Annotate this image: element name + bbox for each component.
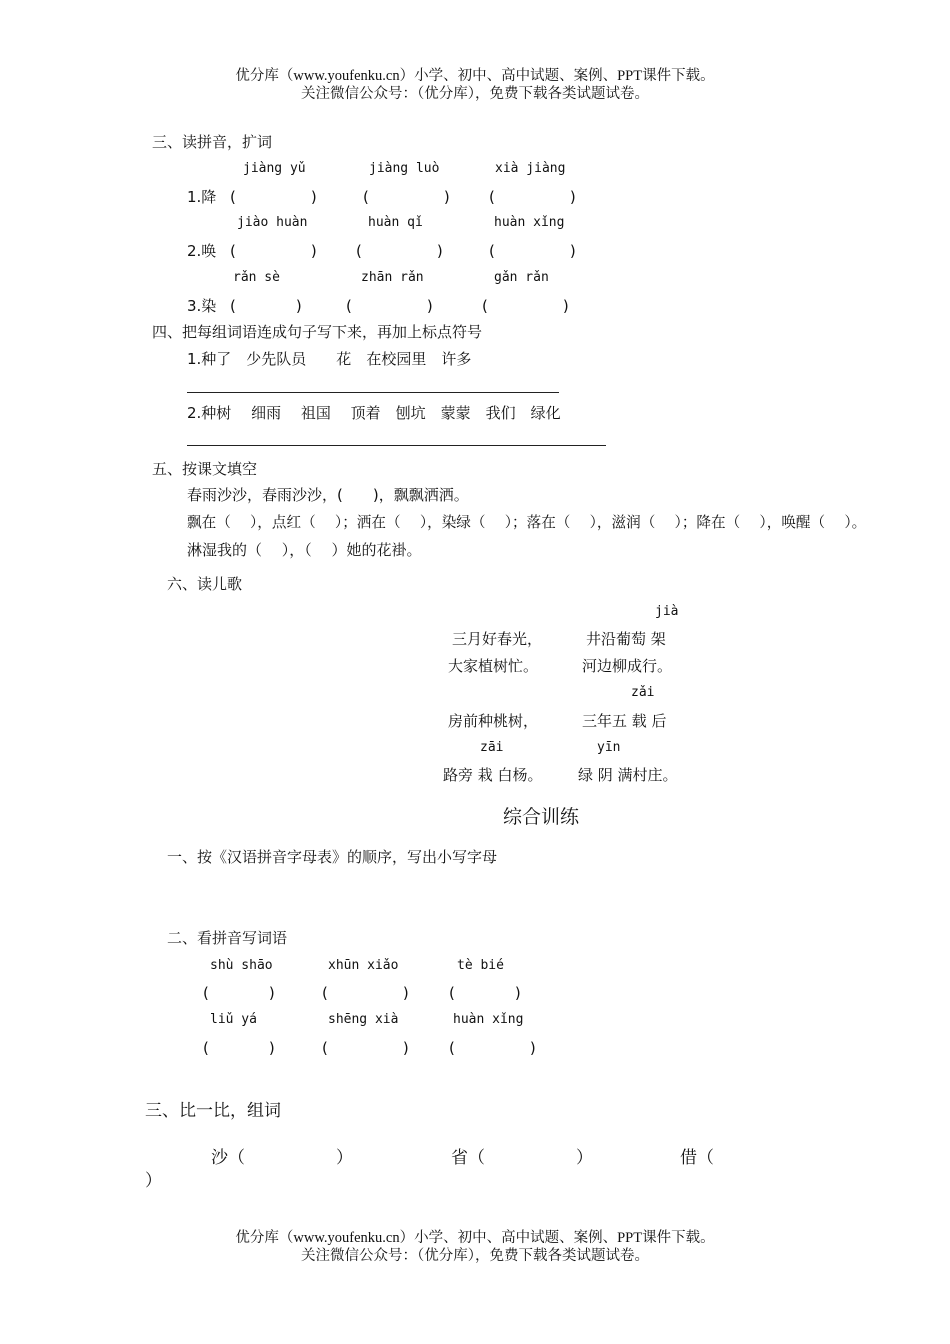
pinyin: xhūn xiǎo — [328, 958, 399, 973]
row-label: 1.降 — [187, 188, 217, 206]
pinyin: xià jiàng — [495, 161, 566, 176]
training-q3-title: 三、比一比，组词 — [145, 1101, 281, 1120]
compare-close: ） — [145, 1171, 162, 1190]
answer-blank[interactable]: ( ) — [346, 297, 433, 315]
compare-item: 省（ — [451, 1148, 485, 1167]
pinyin: jiàng yǔ — [243, 161, 306, 176]
section-4-title: 四、把每组词语连成句子写下来，再加上标点符号 — [152, 323, 483, 341]
poem-line: 三月好春光， — [452, 630, 543, 648]
fill-line-1: 春雨沙沙，春雨沙沙，( )，飘飘洒洒。 — [187, 486, 469, 504]
question-4-1: 1.种了 少先队员 花 在校园里 许多 — [187, 350, 472, 368]
poem-line: 绿 阴 满村庄。 — [578, 766, 678, 784]
answer-blank[interactable]: ( ) — [322, 984, 409, 1002]
pinyin: huàn xǐng — [453, 1012, 524, 1027]
compare-close: ） — [576, 1148, 593, 1167]
footer-line-2: 关注微信公众号：（优分库），免费下载各类试题试卷。 — [301, 1248, 649, 1264]
training-title: 综合训练 — [503, 806, 580, 828]
question-4-2: 2.种树 细雨 祖国 顶着 刨坑 蒙蒙 我们 绿化 — [187, 404, 561, 422]
pinyin: zhān rǎn — [361, 270, 424, 285]
answer-blank[interactable]: ( ) — [203, 1039, 275, 1057]
pinyin-note: jià — [655, 604, 679, 619]
answer-blank[interactable]: ( ) — [489, 242, 576, 260]
pinyin: huàn qǐ — [368, 215, 423, 230]
poem-line: 路旁 栽 白杨。 — [443, 766, 543, 784]
answer-blank[interactable]: ( ) — [363, 188, 450, 206]
pinyin: jiào huàn — [237, 215, 308, 230]
answer-blank[interactable]: ( ) — [230, 188, 317, 206]
pinyin: tè bié — [457, 958, 504, 973]
answer-blank[interactable]: ( ) — [449, 984, 521, 1002]
section-5-title: 五、按课文填空 — [152, 460, 258, 478]
pinyin-note: yīn — [597, 740, 621, 755]
compare-close: ） — [336, 1148, 353, 1167]
answer-blank[interactable]: ( ) — [230, 242, 317, 260]
pinyin: liǔ yá — [210, 1012, 257, 1027]
answer-blank[interactable]: ( ) — [449, 1039, 536, 1057]
answer-blank[interactable]: ( ) — [489, 188, 576, 206]
pinyin: jiàng luò — [369, 161, 440, 176]
answer-blank[interactable]: ( ) — [482, 297, 569, 315]
answer-line[interactable] — [187, 392, 559, 393]
answer-blank[interactable]: ( ) — [203, 984, 275, 1002]
answer-blank[interactable]: ( ) — [322, 1039, 409, 1057]
fill-line-2: 飘在（ ），点红（ ）；洒在（ ），染绿（ ）；落在（ ），滋润（ ）；降在（ ），唤醒（ ）。 — [187, 514, 867, 531]
training-q1: 一、按《汉语拼音字母表》的顺序，写出小写字母 — [167, 848, 498, 866]
section-6-title: 六、读儿歌 — [167, 575, 243, 593]
compare-item: 沙（ — [211, 1148, 245, 1167]
poem-line: 井沿葡萄 架 — [586, 630, 666, 648]
poem-line: 房前种桃树， — [448, 712, 539, 730]
pinyin: shù shāo — [210, 958, 273, 973]
answer-line[interactable] — [187, 445, 606, 446]
pinyin: shēng xià — [328, 1012, 399, 1027]
fill-line-3: 淋湿我的（ ），（ ）她的花褂。 — [187, 541, 422, 559]
pinyin: rǎn sè — [233, 270, 280, 285]
row-label: 3.染 — [187, 297, 217, 315]
poem-line: 大家植树忙。 — [448, 657, 539, 675]
answer-blank[interactable]: ( ) — [356, 242, 443, 260]
poem-line: 河边柳成行。 — [582, 657, 673, 675]
pinyin-note: zāi — [480, 740, 504, 755]
pinyin: huàn xǐng — [494, 215, 565, 230]
footer-line-1: 优分库（www.youfenku.cn）小学、初中、高中试题、案例、PPT课件下载。 — [235, 1230, 715, 1246]
answer-blank[interactable]: ( ) — [230, 297, 302, 315]
section-3-title: 三、读拼音，扩词 — [152, 133, 273, 151]
header-line-1: 优分库（www.youfenku.cn）小学、初中、高中试题、案例、PPT课件下载。 — [235, 68, 715, 84]
header-line-2: 关注微信公众号：（优分库），免费下载各类试题试卷。 — [301, 86, 649, 102]
poem-line: 三年五 载 后 — [582, 712, 667, 730]
pinyin-note: zǎi — [631, 685, 655, 700]
training-q2-title: 二、看拼音写词语 — [167, 929, 288, 947]
compare-item: 借（ — [680, 1148, 714, 1167]
row-label: 2.唤 — [187, 242, 217, 260]
pinyin: gǎn rǎn — [494, 270, 549, 285]
